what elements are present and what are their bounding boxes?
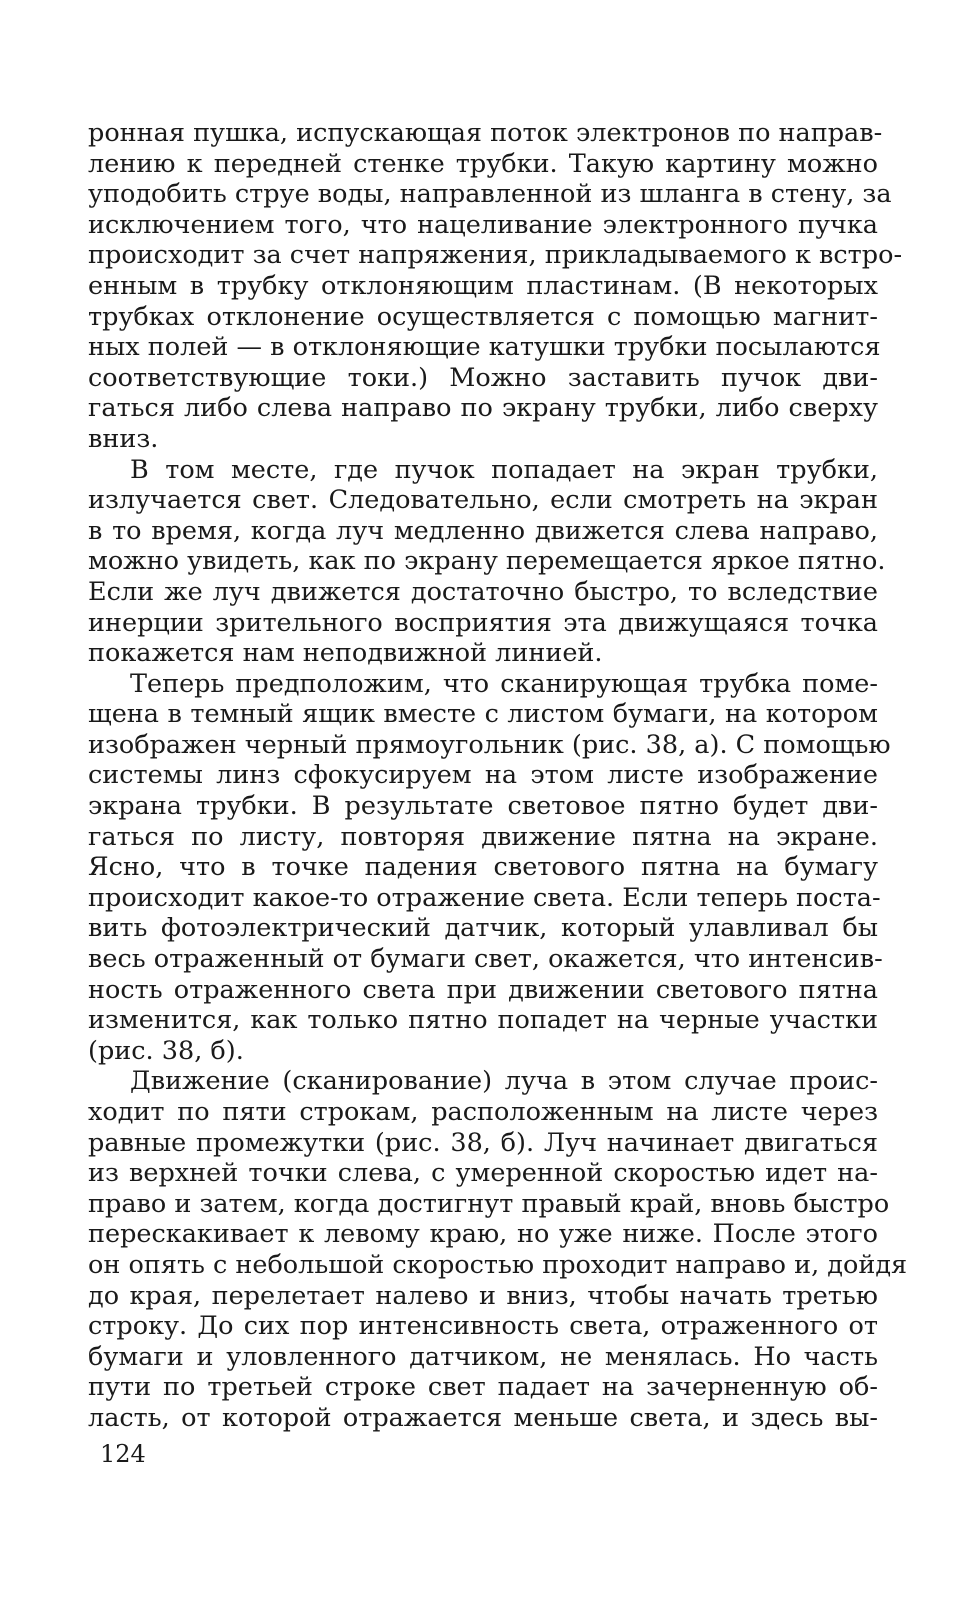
- text-line: экрана трубки. В результате световое пятно будет дви-: [88, 791, 878, 822]
- text-line: он опять с небольшой скоростью проходит направо и, дойдя: [88, 1249, 908, 1280]
- paragraph-4: [88, 1066, 908, 1433]
- text-line: ходит по пяти строкам, расположенным на листе через: [88, 1097, 878, 1127]
- text-line: лению к передней стенке трубки. Такую картину можно: [88, 148, 878, 179]
- text-line: Движение (сканирование) луча в этом случае проис-: [130, 1066, 878, 1097]
- text-line: щена в темный ящик вместе с листом бумаги, на котором: [88, 699, 878, 730]
- text-line: покажется нам неподвижной линией.: [88, 638, 603, 669]
- text-line: бумаги и уловленного датчиком, не менялась. Но часть: [88, 1341, 878, 1372]
- text-line: до края, перелетает налево и вниз, чтобы начать третью: [88, 1280, 878, 1311]
- text-line: изображен черный прямоугольник (рис. 38, а). С помощью: [88, 729, 891, 760]
- paragraph-1: [88, 118, 903, 455]
- text-line: из верхней точки слева, с умеренной скоростью идет на-: [88, 1158, 878, 1189]
- text-line: уподобить струе воды, направленной из шланга в стену, за: [88, 179, 892, 210]
- text-line: излучается свет. Следовательно, если смотреть на экран: [88, 485, 878, 516]
- text-line: исключением того, что нацеливание электронного пучка: [88, 209, 878, 240]
- text-line: в то время, когда луч медленно движется слева направо,: [88, 515, 878, 546]
- text-line: ласть, от которой отражается меньше света, и здесь вы-: [88, 1402, 878, 1433]
- text-line: енным в трубку отклоняющим пластинам. (В некоторых: [88, 270, 878, 301]
- text-line: В том месте, где пучок попадает на экран трубки,: [130, 454, 878, 485]
- text-line: происходит какое-то отражение света. Если теперь поста-: [88, 882, 881, 913]
- text-line: гаться либо слева направо по экрану трубки, либо сверху: [88, 393, 878, 424]
- text-line: системы линз сфокусируем на этом листе изображение: [88, 760, 878, 791]
- text-line: ных полей — в отклоняющие катушки трубки посылаются: [88, 332, 881, 363]
- text-line: инерции зрительного восприятия эта движущаяся точка: [88, 607, 878, 638]
- page-number: 124: [100, 1440, 146, 1468]
- text-line: право и затем, когда достигнут правый край, вновь быстро: [88, 1188, 890, 1219]
- text-line: ронная пушка, испускающая поток электронов по направ-: [88, 118, 883, 148]
- text-line: можно увидеть, как по экрану перемещается яркое пятно.: [88, 546, 886, 577]
- text-line: строку. До сих пор интенсивность света, отраженного от: [88, 1311, 878, 1342]
- book-page: [88, 118, 908, 1434]
- text-line: весь отраженный от бумаги свет, окажется, что интенсив-: [88, 944, 883, 975]
- text-line: вить фотоэлектрический датчик, который улавливал бы: [88, 913, 878, 944]
- text-line: гаться по листу, повторяя движение пятна на экране.: [88, 821, 878, 852]
- text-line: (рис. 38, б).: [88, 1035, 244, 1066]
- text-line: трубках отклонение осуществляется с помощью магнит-: [88, 301, 878, 332]
- text-line: происходит за счет напряжения, прикладываемого к встро-: [88, 240, 903, 271]
- text-line: изменится, как только пятно попадет на черные участки: [88, 1005, 878, 1036]
- paragraph-3: [88, 668, 891, 1067]
- text-line: Ясно, что в точке падения светового пятна на бумагу: [88, 852, 878, 883]
- text-line: Если же луч движется достаточно быстро, то вследствие: [88, 576, 878, 607]
- text-line: соответствующие токи.) Можно заставить пучок дви-: [88, 362, 878, 393]
- text-line: равные промежутки (рис. 38, б). Луч начинает двигаться: [88, 1127, 878, 1158]
- text-line: ность отраженного света при движении светового пятна: [88, 974, 878, 1005]
- paragraph-2: [88, 454, 886, 669]
- text-line: перескакивает к левому краю, но уже ниже. После этого: [88, 1219, 878, 1250]
- text-line: Теперь предположим, что сканирующая трубка поме-: [130, 668, 878, 699]
- text-line: вниз.: [88, 423, 159, 454]
- text-line: пути по третьей строке свет падает на зачерненную об-: [88, 1372, 878, 1403]
